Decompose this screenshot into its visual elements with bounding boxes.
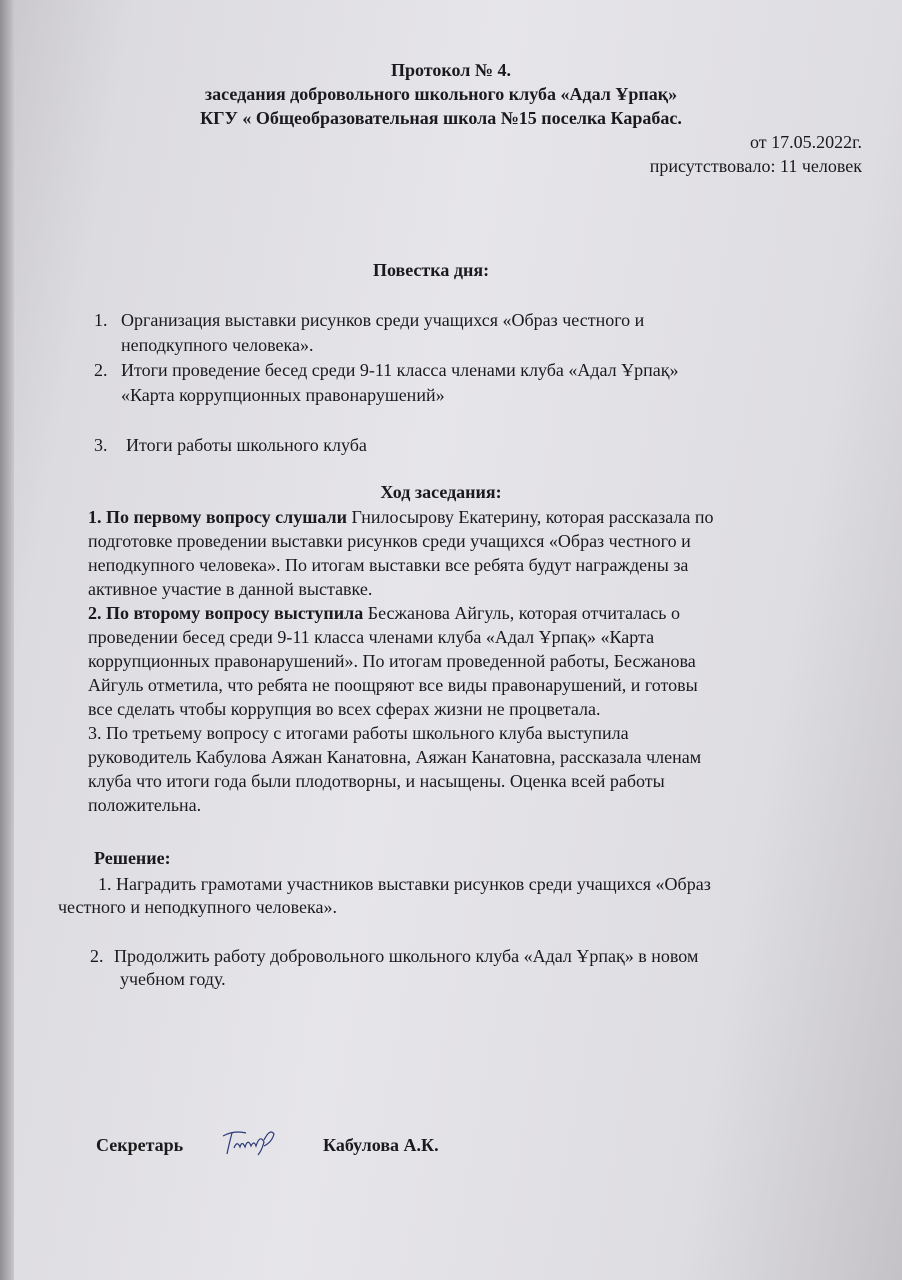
agenda-item-3-line: Итоги работы школьного клуба <box>126 435 367 455</box>
paragraph-line: Бесжанова Айгуль, которая отчиталась о <box>363 603 680 623</box>
agenda-item-2-line: Итоги проведение бесед среди 9-11 класса членами клуба «Адал Ұрпақ» <box>121 360 679 380</box>
attendance: присутствовало: 11 человек <box>649 156 862 176</box>
paragraph-line: Гнилосырову Екатерину, которая рассказала по <box>347 507 714 527</box>
decision-number: 2. <box>90 946 104 966</box>
secretary-label: Секретарь <box>96 1135 184 1155</box>
decision-line: честного и неподкупного человека». <box>58 897 337 917</box>
agenda-heading: Повестка дня: <box>372 260 490 280</box>
secretary-name: Кабулова А.К. <box>323 1135 439 1155</box>
meeting-subtitle: заседания добровольного школьного клуба «Адал Ұрпақ» <box>204 84 678 104</box>
decision-line: Продолжить работу добровольного школьного клуба «Адал Ұрпақ» в новом <box>114 946 699 966</box>
decision-heading: Решение: <box>94 848 171 868</box>
page-shadow-edge <box>0 0 14 1280</box>
paragraph-line: положительна. <box>88 795 202 815</box>
paragraph-line: 3. По третьему вопросу с итогами работы школьного клуба выступила <box>88 723 629 743</box>
paragraph-line: Айгуль отметила, что ребята не поощряют все виды правонарушений, и готовы <box>88 675 698 695</box>
decision-line: 1. Наградить грамотами участников выставки рисунков среди учащихся «Образ <box>98 874 711 894</box>
meeting-date: от 17.05.2022г. <box>750 132 862 152</box>
paragraph-lead: 2. По второму вопросу выступила <box>88 603 364 623</box>
agenda-item-1-line: неподкупного человека». <box>121 335 314 355</box>
agenda-item-number: 2. <box>94 360 108 380</box>
decision-line: учебном году. <box>120 969 226 989</box>
agenda-item-1-line: Организация выставки рисунков среди учащихся «Образ честного и <box>121 310 645 330</box>
paragraph-line: все сделать чтобы коррупция во всех сферах жизни не процветала. <box>88 699 601 719</box>
paragraph-line: руководитель Кабулова Аяжан Канатовна, Аяжан Канатовна, рассказала членам <box>88 747 702 767</box>
agenda-item-2-line: «Карта коррупционных правонарушений» <box>121 385 445 405</box>
paragraph-line: коррупционных правонарушений». По итогам проведенной работы, Бесжанова <box>88 651 696 671</box>
proceedings-heading: Ход заседания: <box>380 482 502 502</box>
agenda-item-number: 3. <box>94 435 108 455</box>
agenda-item-number: 1. <box>94 310 108 330</box>
paragraph-line: проведении бесед среди 9-11 класса членами клуба «Адал Ұрпақ» «Карта <box>88 627 655 647</box>
protocol-title: Протокол № 4. <box>391 60 511 80</box>
paragraph-line: подготовке проведении выставки рисунков среди учащихся «Образ честного и <box>88 531 691 551</box>
paragraph-line: активное участие в данной выставке. <box>88 579 373 599</box>
paragraph-lead: 1. По первому вопросу слушали <box>88 507 348 527</box>
paragraph-line: клуба что итоги года были плодотворны, и насыщены. Оценка всей работы <box>88 771 665 791</box>
paragraph-line: неподкупного человека». По итогам выставки все ребята будут награждены за <box>88 555 689 575</box>
school-name: КГУ « Общеобразовательная школа №15 поселка Карабас. <box>200 108 682 128</box>
handwritten-signature <box>220 1128 284 1158</box>
